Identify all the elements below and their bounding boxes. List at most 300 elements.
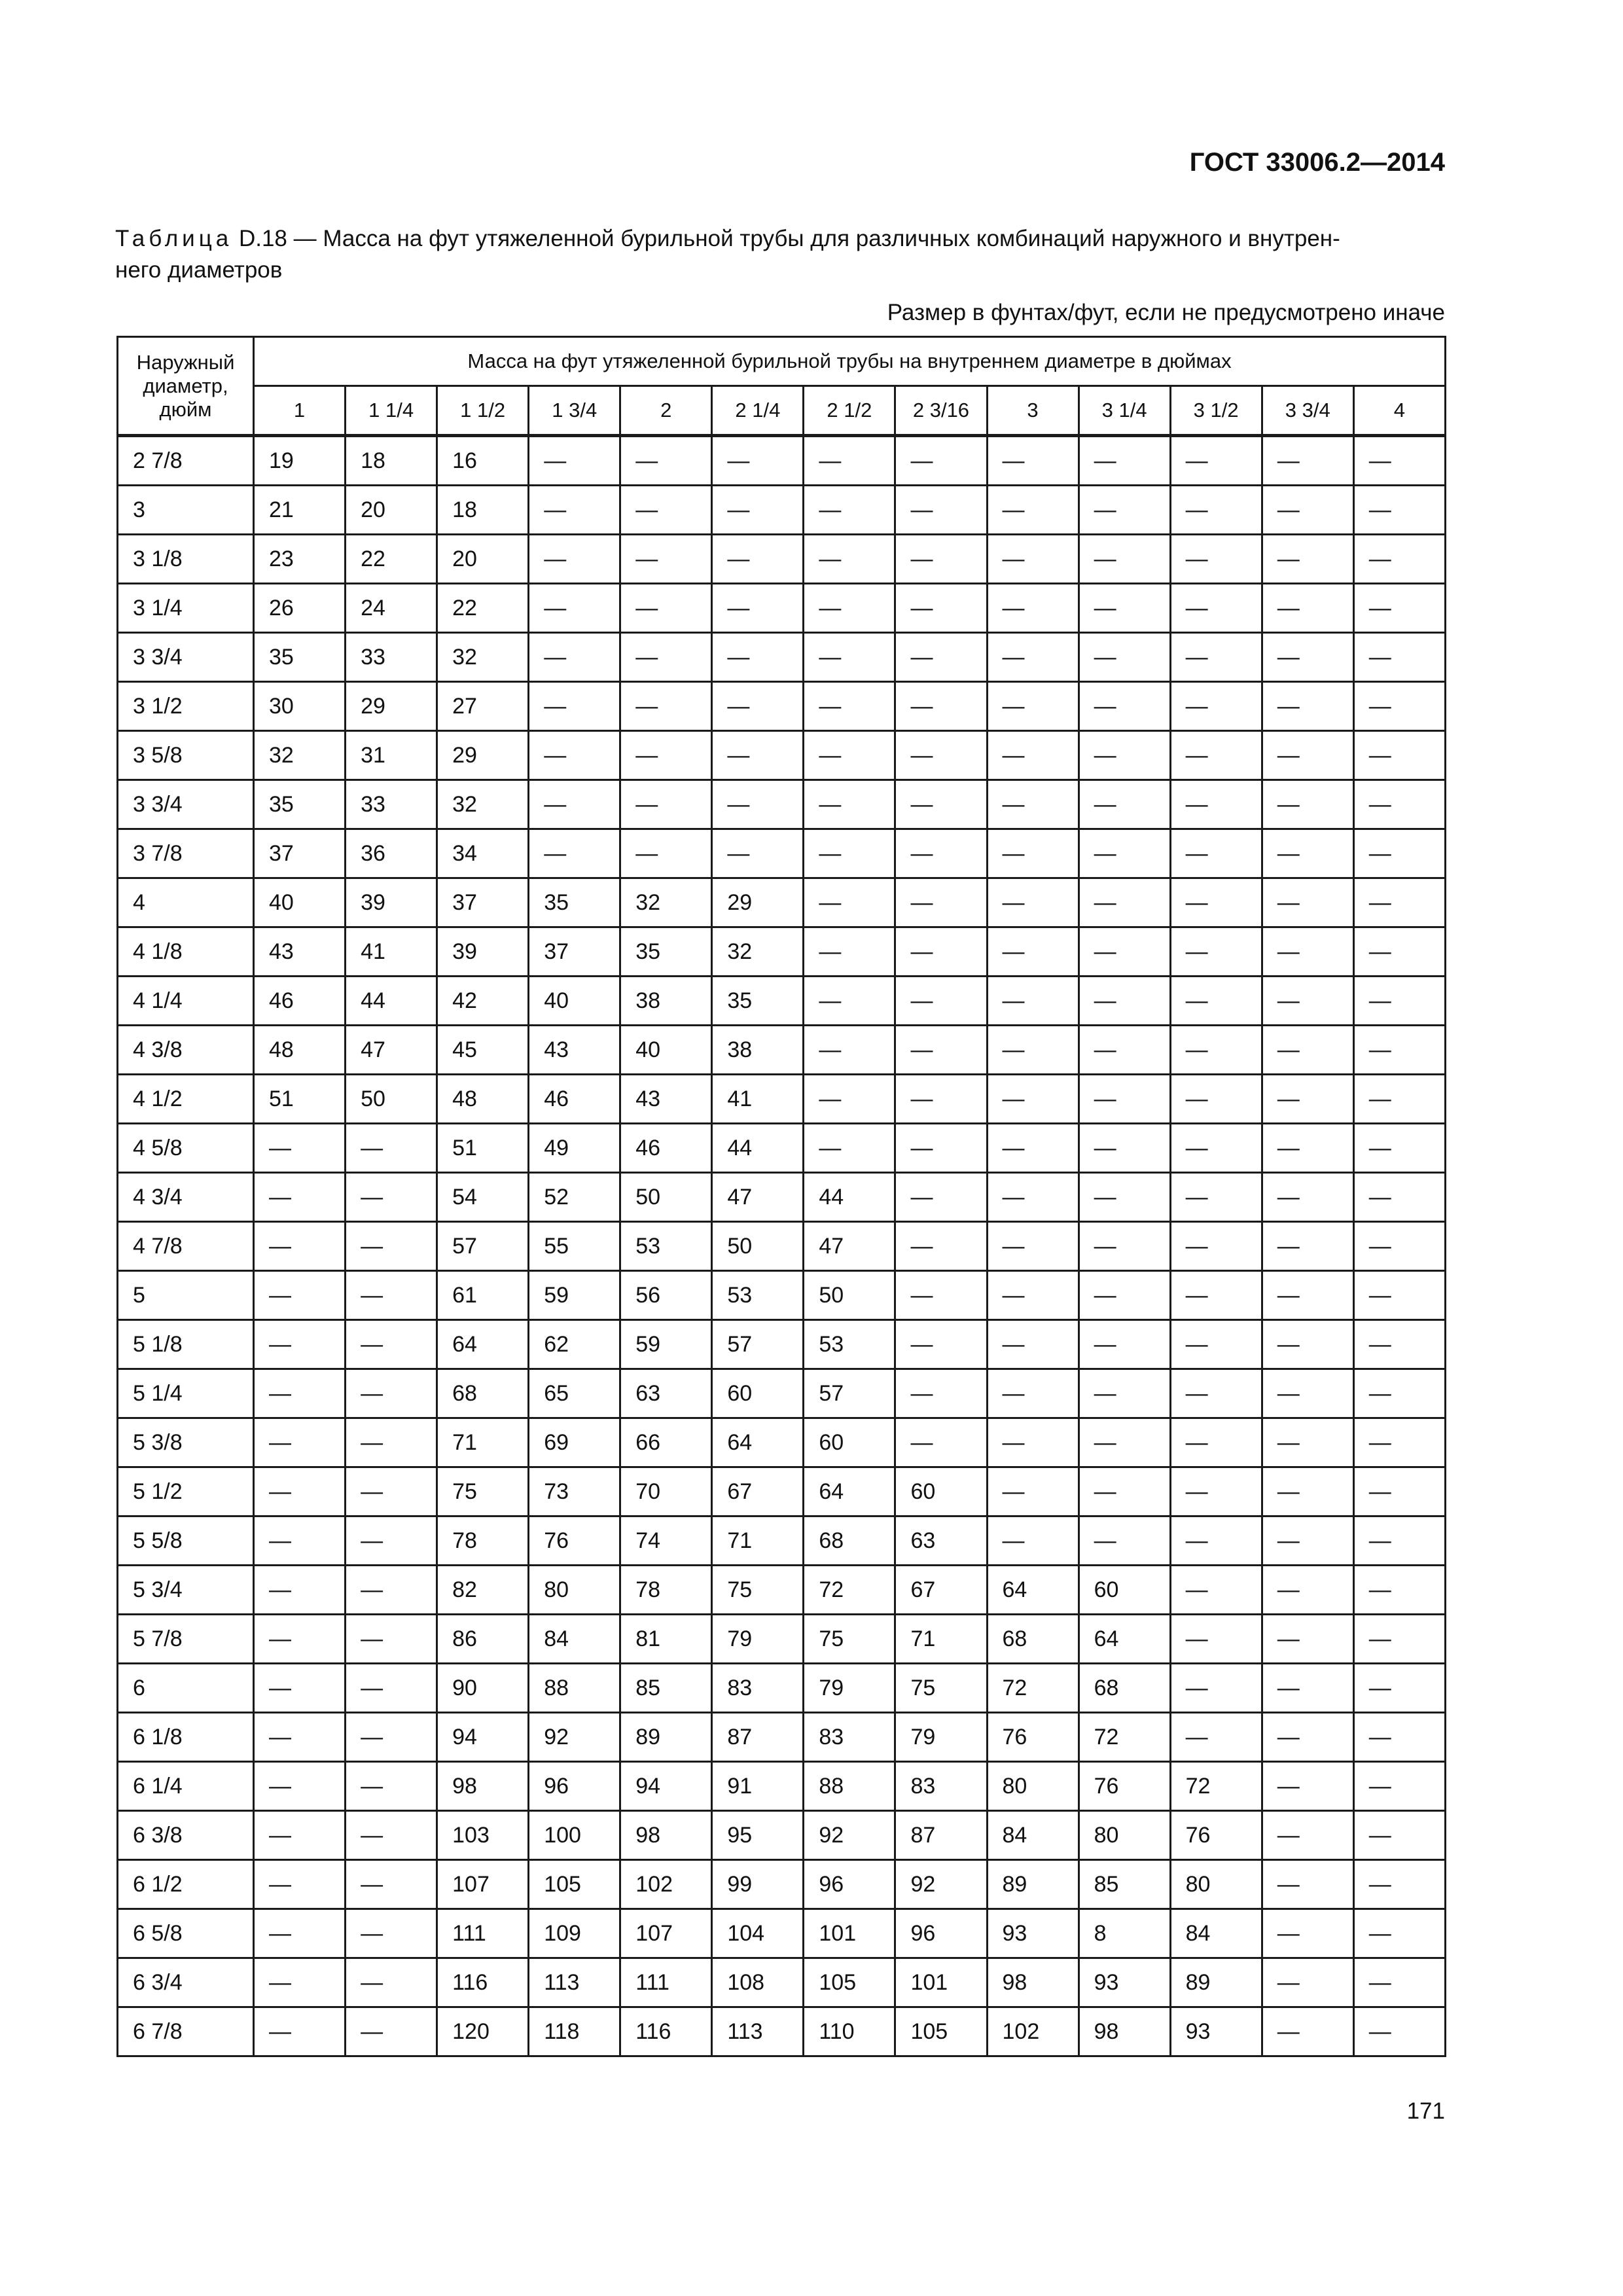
mass-cell: — (1262, 1467, 1353, 1516)
mass-cell: 78 (620, 1566, 712, 1615)
mass-cell: — (1262, 1075, 1353, 1124)
mass-cell: 32 (712, 927, 804, 977)
mass-cell: — (1170, 1173, 1262, 1222)
mass-cell: — (712, 780, 804, 829)
mass-cell: 82 (437, 1566, 529, 1615)
document-id: ГОСТ 33006.2—2014 (1189, 148, 1445, 177)
mass-cell: — (1079, 1320, 1170, 1369)
mass-cell: 103 (437, 1811, 529, 1860)
mass-cell: — (895, 1026, 987, 1075)
mass-cell: — (1262, 1026, 1353, 1075)
mass-cell: — (346, 1320, 437, 1369)
table-row (118, 878, 1446, 927)
mass-cell: — (254, 1467, 346, 1516)
mass-cell: — (346, 1860, 437, 1909)
mass-cell: — (804, 977, 895, 1026)
mass-cell: — (987, 633, 1079, 682)
mass-cell: — (987, 1124, 1079, 1173)
mass-cell: — (1353, 1615, 1445, 1664)
mass-cell: — (1353, 1762, 1445, 1811)
mass-cell: — (804, 1075, 895, 1124)
mass-cell: 88 (804, 1762, 895, 1811)
od-cell: 3 5/8 (118, 731, 254, 780)
mass-cell: — (1079, 1026, 1170, 1075)
od-column-header: Наружный диаметр, дюйм (118, 337, 254, 436)
mass-cell: 83 (895, 1762, 987, 1811)
mass-cell: — (1079, 1173, 1170, 1222)
mass-cell: — (1079, 780, 1170, 829)
mass-cell: — (1353, 1271, 1445, 1320)
table-row (118, 633, 1446, 682)
mass-cell: 20 (437, 535, 529, 584)
mass-cell: — (895, 584, 987, 633)
mass-cell: — (1170, 1124, 1262, 1173)
mass-cell: 59 (620, 1320, 712, 1369)
mass-cell: 75 (437, 1467, 529, 1516)
mass-cell: 92 (804, 1811, 895, 1860)
table-row (118, 731, 1446, 780)
mass-cell: — (1079, 977, 1170, 1026)
mass-cell: — (1170, 1713, 1262, 1762)
mass-cell: 18 (437, 486, 529, 535)
mass-cell: — (1353, 2007, 1445, 2056)
mass-cell: 40 (254, 878, 346, 927)
header-row-2 (118, 386, 1446, 436)
mass-cell: — (1353, 878, 1445, 927)
mass-cell: 46 (254, 977, 346, 1026)
od-cell: 3 3/4 (118, 633, 254, 682)
mass-cell: 64 (804, 1467, 895, 1516)
mass-cell: — (895, 977, 987, 1026)
mass-cell: — (895, 1124, 987, 1173)
mass-cell: 64 (712, 1418, 804, 1467)
mass-cell: — (1262, 829, 1353, 878)
mass-cell: — (529, 436, 620, 486)
mass-cell: — (346, 1467, 437, 1516)
od-cell: 3 (118, 486, 254, 535)
mass-cell: — (254, 1860, 346, 1909)
mass-cell: 96 (895, 1909, 987, 1958)
mass-cell: — (987, 878, 1079, 927)
mass-cell: 72 (1079, 1713, 1170, 1762)
mass-cell: 101 (804, 1909, 895, 1958)
mass-cell: 8 (1079, 1909, 1170, 1958)
mass-cell: — (1079, 1222, 1170, 1271)
mass-cell: — (1079, 1124, 1170, 1173)
mass-cell: — (1079, 1418, 1170, 1467)
mass-cell: — (804, 878, 895, 927)
mass-cell: 60 (804, 1418, 895, 1467)
mass-cell: — (1262, 1566, 1353, 1615)
mass-cell: — (1170, 1615, 1262, 1664)
mass-cell: — (804, 436, 895, 486)
mass-cell: 75 (804, 1615, 895, 1664)
mass-cell: 54 (437, 1173, 529, 1222)
od-cell: 5 3/4 (118, 1566, 254, 1615)
mass-cell: — (1170, 780, 1262, 829)
mass-cell: 47 (346, 1026, 437, 1075)
mass-cell: 35 (712, 977, 804, 1026)
mass-cell: — (1353, 682, 1445, 731)
mass-cell: — (712, 535, 804, 584)
id-column-header: 2 3/16 (895, 386, 987, 436)
mass-cell: — (346, 1516, 437, 1566)
mass-cell: — (254, 1320, 346, 1369)
mass-cell: 18 (346, 436, 437, 486)
mass-cell: — (895, 486, 987, 535)
mass-cell: 71 (895, 1615, 987, 1664)
mass-cell: 22 (437, 584, 529, 633)
mass-cell: 63 (895, 1516, 987, 1566)
mass-cell: 60 (1079, 1566, 1170, 1615)
od-cell: 2 7/8 (118, 436, 254, 486)
mass-cell: 50 (804, 1271, 895, 1320)
caption-label: Таблица (115, 226, 233, 251)
mass-cell: — (712, 829, 804, 878)
table-row (118, 1958, 1446, 2007)
mass-cell: — (620, 584, 712, 633)
mass-cell: 75 (895, 1664, 987, 1713)
od-cell: 3 1/2 (118, 682, 254, 731)
mass-cell: — (346, 1615, 437, 1664)
mass-cell: 37 (254, 829, 346, 878)
mass-cell: — (346, 1369, 437, 1418)
mass-cell: — (1262, 1811, 1353, 1860)
mass-cell: — (1262, 1516, 1353, 1566)
mass-cell: 86 (437, 1615, 529, 1664)
mass-cell: — (1170, 878, 1262, 927)
mass-cell: 80 (529, 1566, 620, 1615)
mass-cell: 48 (254, 1026, 346, 1075)
mass-cell: — (346, 2007, 437, 2056)
mass-cell: — (620, 682, 712, 731)
mass-cell: 99 (712, 1860, 804, 1909)
mass-cell: 90 (437, 1664, 529, 1713)
table-row (118, 1909, 1446, 1958)
mass-cell: — (620, 535, 712, 584)
mass-cell: — (1353, 1124, 1445, 1173)
mass-cell: 33 (346, 633, 437, 682)
mass-cell: 56 (620, 1271, 712, 1320)
mass-cell: — (1170, 1566, 1262, 1615)
mass-table (116, 336, 1446, 2057)
mass-cell: 35 (254, 780, 346, 829)
mass-cell: 98 (987, 1958, 1079, 2007)
id-column-header: 3 (987, 386, 1079, 436)
mass-cell: — (1170, 1516, 1262, 1566)
mass-cell: 76 (1079, 1762, 1170, 1811)
mass-cell: — (1170, 1026, 1262, 1075)
mass-cell: — (1353, 1909, 1445, 1958)
table-row (118, 1860, 1446, 1909)
mass-cell: 107 (437, 1860, 529, 1909)
mass-cell: — (1170, 1320, 1262, 1369)
mass-cell: 93 (1170, 2007, 1262, 2056)
mass-cell: 43 (254, 927, 346, 977)
mass-cell: — (1170, 1075, 1262, 1124)
mass-cell: — (1262, 977, 1353, 1026)
mass-cell: 61 (437, 1271, 529, 1320)
header-row-1 (118, 337, 1446, 386)
mass-cell: — (620, 731, 712, 780)
mass-cell: — (1170, 1418, 1262, 1467)
mass-cell: 79 (804, 1664, 895, 1713)
mass-cell: 21 (254, 486, 346, 535)
mass-cell: — (1079, 1271, 1170, 1320)
mass-cell: — (254, 1664, 346, 1713)
mass-cell: 69 (529, 1418, 620, 1467)
mass-cell: 113 (529, 1958, 620, 2007)
mass-cell: 101 (895, 1958, 987, 2007)
mass-cell: 50 (712, 1222, 804, 1271)
mass-cell: — (1262, 1909, 1353, 1958)
od-cell: 3 1/8 (118, 535, 254, 584)
mass-cell: — (1262, 584, 1353, 633)
mass-cell: 113 (712, 2007, 804, 2056)
mass-cell: — (1262, 1664, 1353, 1713)
mass-cell: 93 (987, 1909, 1079, 1958)
mass-cell: — (895, 829, 987, 878)
mass-cell: 32 (437, 780, 529, 829)
mass-cell: — (1079, 1369, 1170, 1418)
mass-cell: 98 (1079, 2007, 1170, 2056)
table-row (118, 1762, 1446, 1811)
mass-cell: 71 (437, 1418, 529, 1467)
id-column-header: 1 (254, 386, 346, 436)
mass-cell: 37 (437, 878, 529, 927)
mass-cell: — (712, 584, 804, 633)
mass-cell: — (346, 1713, 437, 1762)
mass-cell: 50 (620, 1173, 712, 1222)
mass-cell: — (1170, 584, 1262, 633)
mass-cell: — (804, 1124, 895, 1173)
mass-cell: — (987, 1222, 1079, 1271)
mass-cell: — (804, 633, 895, 682)
od-cell: 5 1/8 (118, 1320, 254, 1369)
od-cell: 4 1/4 (118, 977, 254, 1026)
mass-cell: — (346, 1909, 437, 1958)
mass-cell: 41 (712, 1075, 804, 1124)
mass-cell: 84 (987, 1811, 1079, 1860)
od-cell: 3 3/4 (118, 780, 254, 829)
od-cell: 5 1/2 (118, 1467, 254, 1516)
mass-cell: — (1353, 1860, 1445, 1909)
mass-cell: 110 (804, 2007, 895, 2056)
mass-cell: — (1353, 1467, 1445, 1516)
mass-cell: 85 (620, 1664, 712, 1713)
mass-cell: — (987, 1320, 1079, 1369)
mass-cell: — (1353, 731, 1445, 780)
table-row (118, 1173, 1446, 1222)
mass-cell: 49 (529, 1124, 620, 1173)
mass-cell: 80 (987, 1762, 1079, 1811)
mass-cell: — (346, 1418, 437, 1467)
mass-cell: 48 (437, 1075, 529, 1124)
mass-cell: — (1262, 927, 1353, 977)
mass-cell: 87 (712, 1713, 804, 1762)
od-cell: 5 7/8 (118, 1615, 254, 1664)
mass-cell: — (1170, 486, 1262, 535)
mass-cell: — (529, 780, 620, 829)
mass-cell: 35 (254, 633, 346, 682)
mass-cell: — (1353, 1516, 1445, 1566)
table-row (118, 1369, 1446, 1418)
mass-cell: 76 (529, 1516, 620, 1566)
mass-cell: — (1353, 535, 1445, 584)
mass-cell: — (1353, 1320, 1445, 1369)
mass-cell: 116 (437, 1958, 529, 2007)
mass-cell: — (1353, 1713, 1445, 1762)
mass-cell: 16 (437, 436, 529, 486)
mass-cell: — (620, 633, 712, 682)
od-cell: 5 3/8 (118, 1418, 254, 1467)
od-cell: 5 (118, 1271, 254, 1320)
od-cell: 6 5/8 (118, 1909, 254, 1958)
id-column-header: 3 1/2 (1170, 386, 1262, 436)
mass-cell: 62 (529, 1320, 620, 1369)
mass-cell: — (895, 1320, 987, 1369)
mass-cell: — (1170, 633, 1262, 682)
mass-cell: 85 (1079, 1860, 1170, 1909)
mass-cell: 60 (895, 1467, 987, 1516)
mass-cell: 83 (804, 1713, 895, 1762)
mass-cell: — (1170, 436, 1262, 486)
mass-cell: — (804, 829, 895, 878)
mass-cell: — (1170, 1467, 1262, 1516)
table-row (118, 1615, 1446, 1664)
mass-cell: — (712, 486, 804, 535)
mass-cell: — (895, 682, 987, 731)
mass-cell: — (1262, 1369, 1353, 1418)
mass-cell: — (987, 829, 1079, 878)
mass-cell: — (1353, 1075, 1445, 1124)
id-column-header: 3 1/4 (1079, 386, 1170, 436)
mass-cell: — (529, 682, 620, 731)
mass-cell: 105 (529, 1860, 620, 1909)
mass-cell: 67 (712, 1467, 804, 1516)
mass-cell: 116 (620, 2007, 712, 2056)
mass-cell: — (712, 436, 804, 486)
od-cell: 6 3/4 (118, 1958, 254, 2007)
mass-cell: — (1262, 1418, 1353, 1467)
mass-cell: 108 (712, 1958, 804, 2007)
id-column-header: 4 (1353, 386, 1445, 436)
od-cell: 4 1/8 (118, 927, 254, 977)
table-row (118, 1467, 1446, 1516)
mass-cell: — (1262, 633, 1353, 682)
mass-cell: 92 (529, 1713, 620, 1762)
mass-cell: — (529, 486, 620, 535)
mass-cell: — (1262, 731, 1353, 780)
mass-cell: — (895, 436, 987, 486)
id-column-header: 1 3/4 (529, 386, 620, 436)
mass-cell: 51 (437, 1124, 529, 1173)
mass-cell: — (1079, 486, 1170, 535)
caption-text-line1: D.18 — Масса на фут утяжеленной бурильной трубы для различных комбинаций наружного и внутрен- (238, 226, 1340, 251)
mass-cell: — (254, 1909, 346, 1958)
table-body (118, 436, 1446, 2056)
mass-cell: 109 (529, 1909, 620, 1958)
od-cell: 6 1/4 (118, 1762, 254, 1811)
mass-cell: — (1353, 1811, 1445, 1860)
mass-cell: — (987, 977, 1079, 1026)
mass-cell: — (987, 1516, 1079, 1566)
mass-cell: — (1079, 535, 1170, 584)
table-caption (115, 223, 1445, 286)
id-column-header: 1 1/2 (437, 386, 529, 436)
mass-cell: 98 (620, 1811, 712, 1860)
mass-cell: — (1170, 682, 1262, 731)
mass-cell: — (529, 829, 620, 878)
mass-cell: 46 (620, 1124, 712, 1173)
mass-cell: — (987, 1369, 1079, 1418)
mass-cell: 35 (620, 927, 712, 977)
mass-cell: 79 (712, 1615, 804, 1664)
mass-cell: — (1262, 1124, 1353, 1173)
mass-cell: — (346, 1124, 437, 1173)
mass-cell: — (346, 1811, 437, 1860)
mass-cell: 64 (1079, 1615, 1170, 1664)
mass-cell: — (1262, 1860, 1353, 1909)
mass-cell: — (1079, 829, 1170, 878)
table-row (118, 1222, 1446, 1271)
mass-cell: — (1353, 584, 1445, 633)
mass-cell: 72 (987, 1664, 1079, 1713)
mass-cell: 93 (1079, 1958, 1170, 2007)
mass-cell: — (1170, 829, 1262, 878)
mass-cell: — (895, 878, 987, 927)
table-row (118, 1124, 1446, 1173)
mass-cell: 38 (712, 1026, 804, 1075)
mass-cell: — (1353, 927, 1445, 977)
mass-cell: — (804, 584, 895, 633)
mass-cell: 91 (712, 1762, 804, 1811)
mass-cell: 66 (620, 1418, 712, 1467)
mass-cell: 43 (620, 1075, 712, 1124)
od-cell: 4 1/2 (118, 1075, 254, 1124)
mass-cell: 84 (529, 1615, 620, 1664)
mass-cell: 89 (987, 1860, 1079, 1909)
mass-cell: 24 (346, 584, 437, 633)
mass-cell: 111 (437, 1909, 529, 1958)
mass-cell: 40 (620, 1026, 712, 1075)
table-row (118, 2007, 1446, 2056)
mass-cell: — (1353, 486, 1445, 535)
mass-cell: 84 (1170, 1909, 1262, 1958)
mass-cell: — (346, 1664, 437, 1713)
id-column-header: 1 1/4 (346, 386, 437, 436)
units-note: Размер в фунтах/фут, если не предусмотрено иначе (887, 300, 1445, 325)
mass-cell: 80 (1170, 1860, 1262, 1909)
mass-cell: — (1353, 1222, 1445, 1271)
mass-cell: — (987, 436, 1079, 486)
mass-cell: — (1353, 829, 1445, 878)
table-row (118, 1075, 1446, 1124)
mass-cell: 45 (437, 1026, 529, 1075)
mass-cell: — (254, 1124, 346, 1173)
mass-cell: — (1262, 1173, 1353, 1222)
mass-cell: — (254, 1615, 346, 1664)
table-row (118, 535, 1446, 584)
mass-cell: 79 (895, 1713, 987, 1762)
mass-cell: 27 (437, 682, 529, 731)
mass-cell: — (804, 486, 895, 535)
table-row (118, 1811, 1446, 1860)
mass-cell: — (620, 829, 712, 878)
mass-cell: — (1262, 780, 1353, 829)
mass-cell: 29 (346, 682, 437, 731)
mass-cell: — (804, 731, 895, 780)
